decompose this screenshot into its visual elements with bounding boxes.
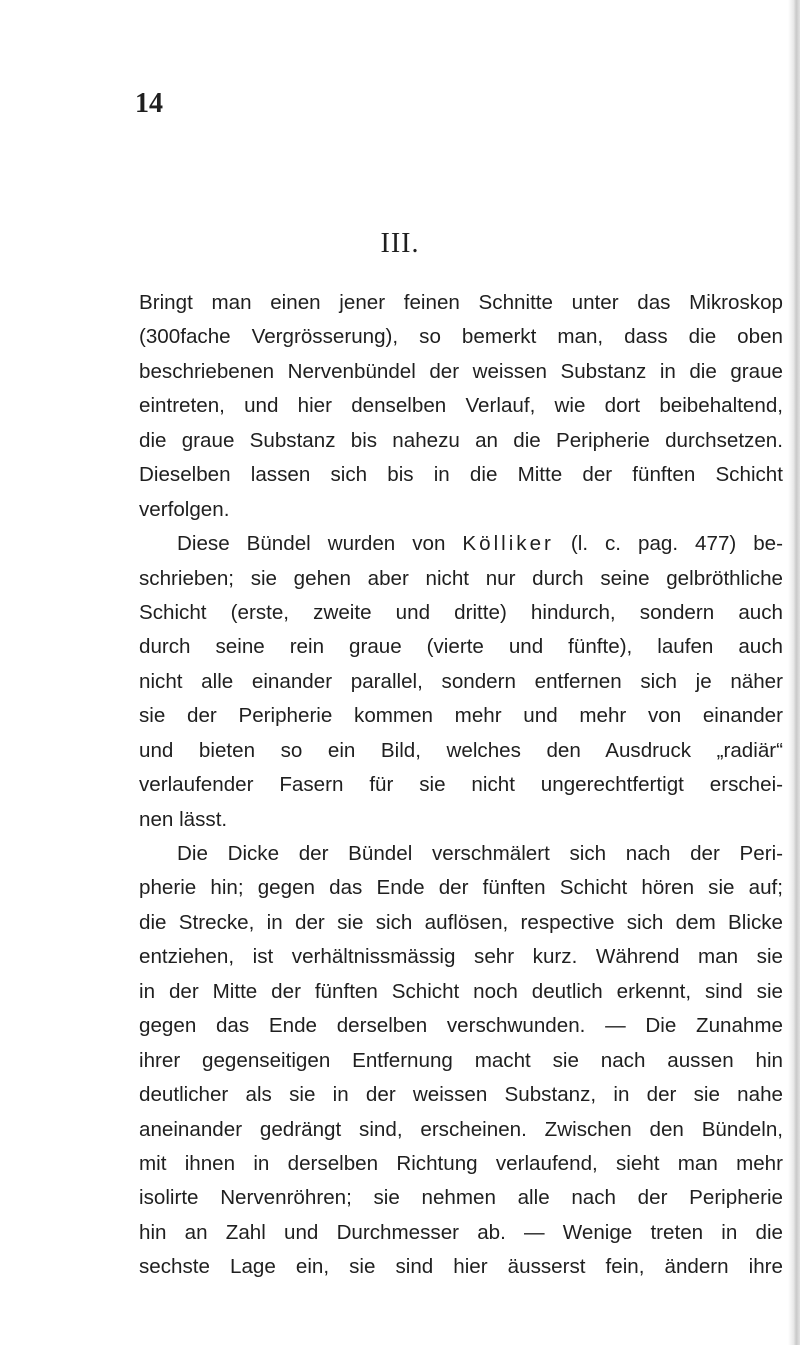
text-line: verlaufender Fasern für sie nicht ungerechtfertigt erschei- [139,773,783,797]
text-line: isolirte Nervenröhren; sie nehmen alle nach der Peripherie [139,1186,783,1210]
text-line: die graue Substanz bis nahezu an die Peripherie durchsetzen. [139,428,783,452]
text-line: aneinander gedrängt sind, erscheinen. Zwischen den Bündeln, [139,1117,783,1141]
text-line: ihrer gegenseitigen Entfernung macht sie nach aussen hin [139,1048,783,1072]
text-line: entziehen, ist verhältnissmässig sehr kurz. Während man sie [139,945,783,969]
author-name: Kölliker [462,532,554,556]
text-line: (300fache Vergrösserung), so bemerkt man, dass die oben [139,325,783,349]
page-number: 14 [135,88,163,119]
text-line: die Strecke, in der sie sich auflösen, respective sich dem Blicke [139,910,783,934]
text-line: nicht alle einander parallel, sondern entfernen sich je näher [139,669,783,693]
text-line: nen lässt. [139,807,228,831]
text-line: gegen das Ende derselben verschwunden. — Die Zunahme [139,1014,783,1038]
text-line: verfolgen. [139,497,230,521]
text-line: Schicht (erste, zweite und dritte) hindurch, sondern auch [139,600,783,624]
text-line: und bieten so ein Bild, welches den Ausdruck „radiär“ [139,738,783,762]
text-line: in der Mitte der fünften Schicht noch deutlich erkennt, sind sie [139,979,783,1003]
text-line: mit ihnen in derselben Richtung verlaufend, sieht man mehr [139,1151,783,1175]
text-fragment: (l. c. pag. 477) be- [570,532,783,556]
text-line: sie der Peripherie kommen mehr und mehr von einander [139,704,783,728]
text-line [139,527,783,561]
text-line: durch seine rein graue (vierte und fünfte), laufen auch [139,635,783,659]
text-line: beschriebenen Nervenbündel der weissen Substanz in die graue [139,359,783,383]
text-line: eintreten, und hier denselben Verlauf, wie dort beibehaltend, [139,394,783,418]
text-line: deutlicher als sie in der weissen Substanz, in der sie nahe [139,1083,783,1107]
text-line: Dieselben lassen sich bis in die Mitte der fünften Schicht [139,463,783,487]
text-line: sechste Lage ein, sie sind hier äusserst fein, ändern ihre [139,1255,783,1279]
text-line: schrieben; sie gehen aber nicht nur durch seine gelbröthliche [139,566,783,590]
text-fragment: Diese Bündel wurden von [177,532,446,556]
text-line: Bringt man einen jener feinen Schnitte unter das Mikroskop [139,291,783,314]
text-line: hin an Zahl und Durchmesser ab. — Wenige treten in die [139,1220,783,1244]
text-line: Die Dicke der Bündel verschmälert sich nach der Peri- [177,842,783,865]
body-text [139,286,783,1285]
chapter-heading: III. [380,228,420,259]
page-edge-shadow [788,0,800,1345]
text-line: pherie hin; gegen das Ende der fünften Schicht hören sie auf; [139,876,783,900]
